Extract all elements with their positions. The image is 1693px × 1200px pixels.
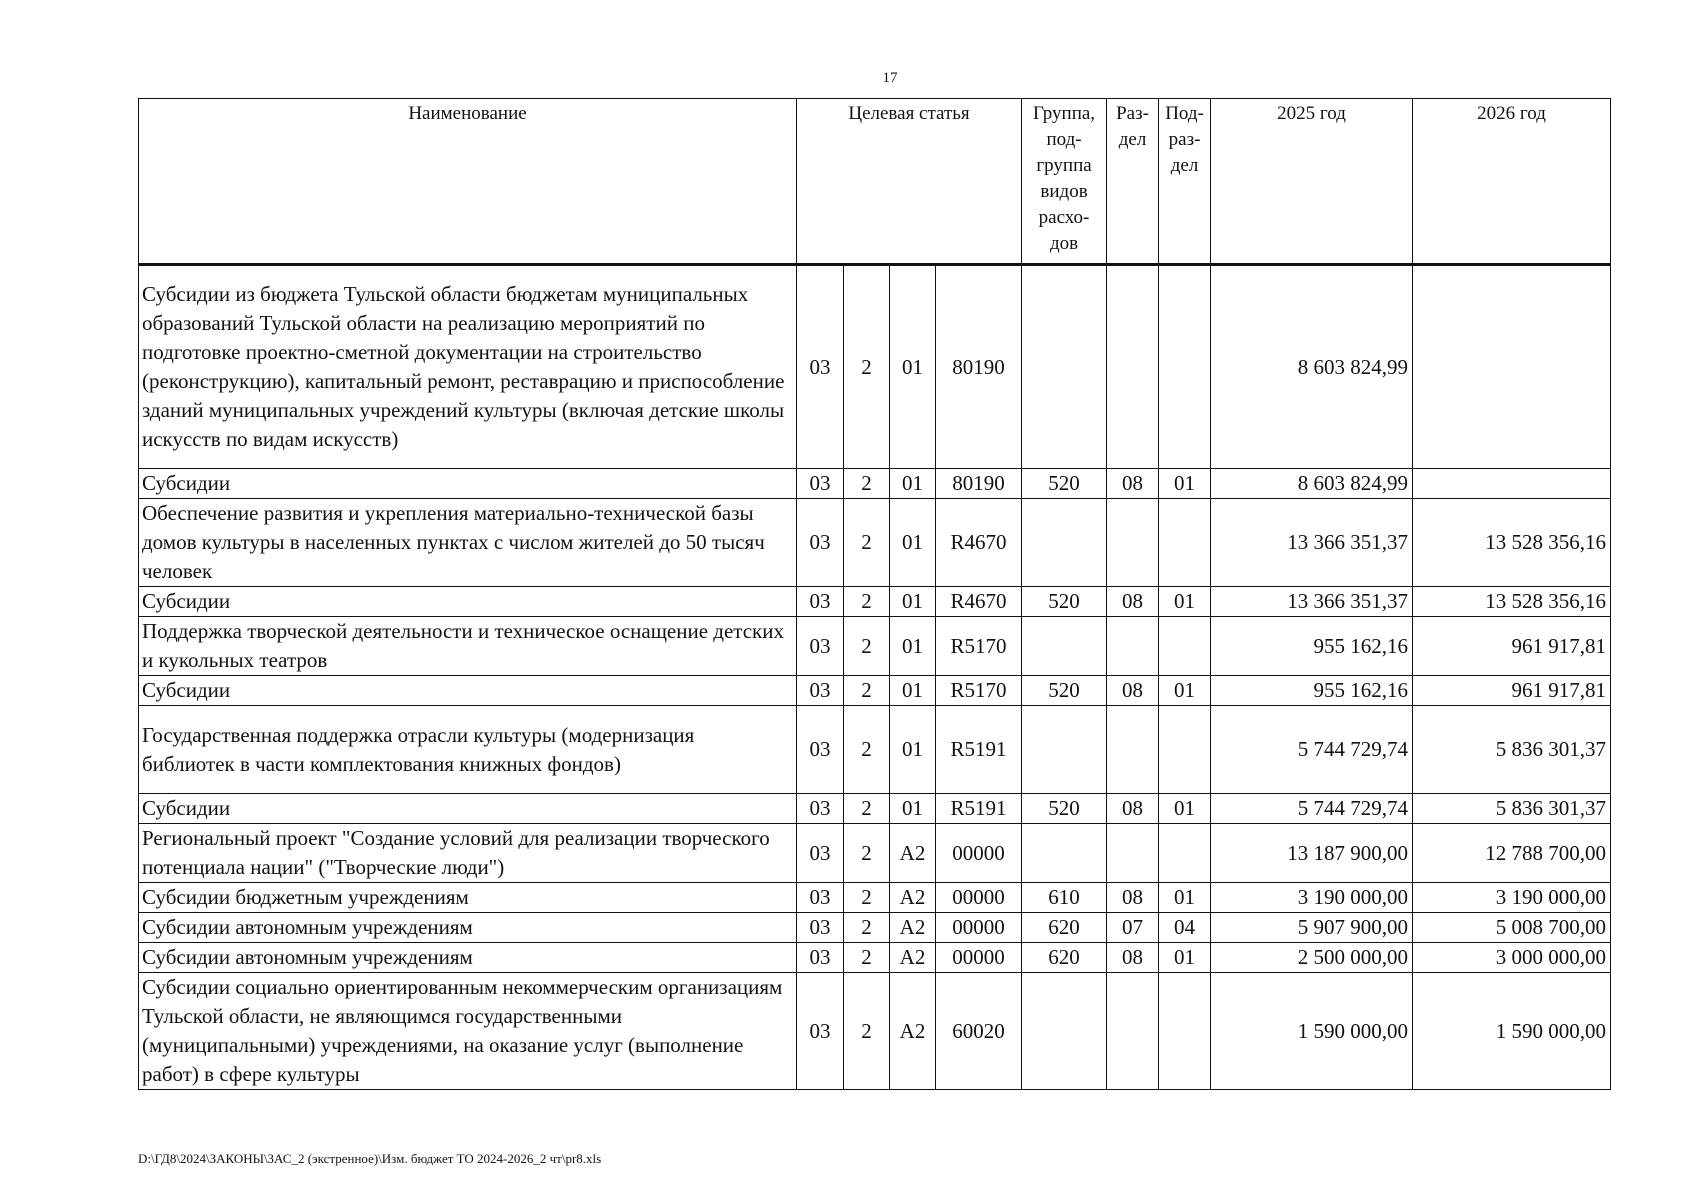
row-subsection: 01 <box>1159 794 1211 824</box>
row-section: 08 <box>1107 943 1159 973</box>
row-code-program: 03 <box>797 469 844 499</box>
row-name: Субсидии автономным учреждениям <box>139 943 797 973</box>
row-subsection <box>1159 824 1211 883</box>
row-code-program: 03 <box>797 913 844 943</box>
row-code-subprogram: 2 <box>844 265 890 469</box>
row-amount-2025: 8 603 824,99 <box>1211 265 1413 469</box>
row-code-subprogram: 2 <box>844 883 890 913</box>
row-group <box>1022 824 1107 883</box>
row-code-event: 01 <box>890 794 936 824</box>
row-amount-2025: 13 366 351,37 <box>1211 499 1413 587</box>
header-year-2026: 2026 год <box>1413 99 1611 265</box>
row-code-program: 03 <box>797 587 844 617</box>
row-code-program: 03 <box>797 499 844 587</box>
row-code-direction: R5170 <box>936 617 1022 676</box>
row-amount-2026: 5 836 301,37 <box>1413 794 1611 824</box>
table-row <box>139 617 1611 676</box>
header-name: Наименование <box>139 99 797 265</box>
row-code-direction: R5191 <box>936 706 1022 794</box>
table-row <box>139 499 1611 587</box>
table-row <box>139 973 1611 1090</box>
row-subsection <box>1159 265 1211 469</box>
row-code-event: 01 <box>890 587 936 617</box>
row-code-event: 01 <box>890 706 936 794</box>
row-code-program: 03 <box>797 676 844 706</box>
row-code-direction: R4670 <box>936 587 1022 617</box>
page-number: 17 <box>882 70 898 86</box>
row-code-direction: 80190 <box>936 469 1022 499</box>
row-code-direction: 00000 <box>936 913 1022 943</box>
row-subsection: 01 <box>1159 469 1211 499</box>
row-code-subprogram: 2 <box>844 587 890 617</box>
row-section: 08 <box>1107 469 1159 499</box>
table-row <box>139 469 1611 499</box>
row-amount-2026 <box>1413 469 1611 499</box>
row-name: Региональный проект "Создание условий для реализации творческого потенциала нации" ("Творческие люди") <box>139 824 797 883</box>
header-group: Группа, под- группа видов расхо- дов <box>1022 99 1107 265</box>
row-amount-2026: 3 000 000,00 <box>1413 943 1611 973</box>
row-name: Субсидии бюджетным учреждениям <box>139 883 797 913</box>
row-section: 08 <box>1107 883 1159 913</box>
row-subsection: 01 <box>1159 883 1211 913</box>
row-group <box>1022 973 1107 1090</box>
row-group <box>1022 499 1107 587</box>
row-name: Государственная поддержка отрасли культуры (модернизация библиотек в части комплектования книжных фондов) <box>139 706 797 794</box>
row-amount-2025: 955 162,16 <box>1211 676 1413 706</box>
row-name: Субсидии <box>139 587 797 617</box>
row-code-direction: 00000 <box>936 883 1022 913</box>
row-amount-2026: 961 917,81 <box>1413 676 1611 706</box>
row-code-program: 03 <box>797 794 844 824</box>
row-code-program: 03 <box>797 706 844 794</box>
table-row <box>139 794 1611 824</box>
row-code-program: 03 <box>797 943 844 973</box>
row-code-direction: 00000 <box>936 824 1022 883</box>
row-group: 520 <box>1022 794 1107 824</box>
row-amount-2025: 5 744 729,74 <box>1211 794 1413 824</box>
row-group: 620 <box>1022 943 1107 973</box>
row-group <box>1022 617 1107 676</box>
row-section <box>1107 499 1159 587</box>
row-code-subprogram: 2 <box>844 617 890 676</box>
row-code-direction: R5170 <box>936 676 1022 706</box>
row-code-subprogram: 2 <box>844 499 890 587</box>
table-row <box>139 943 1611 973</box>
row-code-direction: 80190 <box>936 265 1022 469</box>
row-section <box>1107 973 1159 1090</box>
row-group: 620 <box>1022 913 1107 943</box>
row-amount-2025: 13 187 900,00 <box>1211 824 1413 883</box>
row-code-event: A2 <box>890 973 936 1090</box>
row-amount-2025: 3 190 000,00 <box>1211 883 1413 913</box>
row-code-event: 01 <box>890 499 936 587</box>
row-subsection: 01 <box>1159 587 1211 617</box>
row-amount-2026: 12 788 700,00 <box>1413 824 1611 883</box>
row-code-event: A2 <box>890 943 936 973</box>
row-code-program: 03 <box>797 265 844 469</box>
row-subsection <box>1159 499 1211 587</box>
row-code-direction: 00000 <box>936 943 1022 973</box>
row-section <box>1107 617 1159 676</box>
row-code-event: 01 <box>890 676 936 706</box>
row-name: Субсидии <box>139 794 797 824</box>
row-code-subprogram: 2 <box>844 676 890 706</box>
row-name: Субсидии автономным учреждениям <box>139 913 797 943</box>
header-subsection: Под- раз- дел <box>1159 99 1211 265</box>
table-row <box>139 913 1611 943</box>
row-section: 07 <box>1107 913 1159 943</box>
row-code-program: 03 <box>797 824 844 883</box>
row-amount-2026 <box>1413 265 1611 469</box>
row-amount-2025: 13 366 351,37 <box>1211 587 1413 617</box>
row-section <box>1107 265 1159 469</box>
row-subsection: 04 <box>1159 913 1211 943</box>
row-name: Субсидии социально ориентированным некоммерческим организациям Тульской области, не являющимся государственными (муниципальными) учреждениями, на оказание услуг (выполнение работ) в сфере культуры <box>139 973 797 1090</box>
table-row <box>139 883 1611 913</box>
budget-table <box>138 98 1611 1090</box>
row-amount-2026: 5 008 700,00 <box>1413 913 1611 943</box>
header-year-2025: 2025 год <box>1211 99 1413 265</box>
header-target-article: Целевая статья <box>797 99 1022 265</box>
row-code-subprogram: 2 <box>844 913 890 943</box>
row-code-program: 03 <box>797 883 844 913</box>
row-code-direction: 60020 <box>936 973 1022 1090</box>
row-group <box>1022 265 1107 469</box>
row-code-subprogram: 2 <box>844 943 890 973</box>
row-subsection: 01 <box>1159 943 1211 973</box>
row-amount-2026: 3 190 000,00 <box>1413 883 1611 913</box>
row-code-event: A2 <box>890 824 936 883</box>
table-row <box>139 265 1611 469</box>
row-code-event: A2 <box>890 883 936 913</box>
row-code-subprogram: 2 <box>844 794 890 824</box>
row-code-subprogram: 2 <box>844 706 890 794</box>
row-amount-2026: 5 836 301,37 <box>1413 706 1611 794</box>
row-subsection <box>1159 973 1211 1090</box>
row-code-subprogram: 2 <box>844 824 890 883</box>
row-group: 520 <box>1022 587 1107 617</box>
row-code-program: 03 <box>797 617 844 676</box>
row-code-direction: R5191 <box>936 794 1022 824</box>
row-subsection <box>1159 706 1211 794</box>
row-section: 08 <box>1107 587 1159 617</box>
table-row <box>139 676 1611 706</box>
row-code-event: 01 <box>890 265 936 469</box>
row-name: Субсидии <box>139 676 797 706</box>
row-section <box>1107 706 1159 794</box>
row-code-event: A2 <box>890 913 936 943</box>
table-row <box>139 824 1611 883</box>
row-code-program: 03 <box>797 973 844 1090</box>
row-amount-2025: 8 603 824,99 <box>1211 469 1413 499</box>
row-section: 08 <box>1107 676 1159 706</box>
row-group: 520 <box>1022 676 1107 706</box>
row-amount-2026: 961 917,81 <box>1413 617 1611 676</box>
row-code-direction: R4670 <box>936 499 1022 587</box>
table-row <box>139 706 1611 794</box>
row-code-subprogram: 2 <box>844 469 890 499</box>
row-amount-2025: 955 162,16 <box>1211 617 1413 676</box>
row-amount-2025: 5 907 900,00 <box>1211 913 1413 943</box>
row-subsection: 01 <box>1159 676 1211 706</box>
row-subsection <box>1159 617 1211 676</box>
row-amount-2026: 13 528 356,16 <box>1413 499 1611 587</box>
row-code-subprogram: 2 <box>844 973 890 1090</box>
row-amount-2025: 2 500 000,00 <box>1211 943 1413 973</box>
row-amount-2026: 13 528 356,16 <box>1413 587 1611 617</box>
row-name: Обеспечение развития и укрепления материально-технической базы домов культуры в населенных пунктах с числом жителей до 50 тысяч человек <box>139 499 797 587</box>
row-group: 610 <box>1022 883 1107 913</box>
row-section: 08 <box>1107 794 1159 824</box>
row-code-event: 01 <box>890 617 936 676</box>
header-section: Раз- дел <box>1107 99 1159 265</box>
row-amount-2026: 1 590 000,00 <box>1413 973 1611 1090</box>
row-group <box>1022 706 1107 794</box>
row-amount-2025: 5 744 729,74 <box>1211 706 1413 794</box>
row-group: 520 <box>1022 469 1107 499</box>
footer-file-path: D:\ГД8\2024\ЗАКОНЫ\ЗАС_2 (экстренное)\Изм. бюджет ТО 2024-2026_2 чт\pr8.xls <box>138 1151 602 1166</box>
row-code-event: 01 <box>890 469 936 499</box>
row-section <box>1107 824 1159 883</box>
row-amount-2025: 1 590 000,00 <box>1211 973 1413 1090</box>
row-name: Субсидии из бюджета Тульской области бюджетам муниципальных образований Тульской области на реализацию мероприятий по подготовке проектно-сметной документации на строительство (реконструкцию), капитальный ремонт, реставрацию и приспособление зданий муниципальных учреждений культуры (включая детские школы искусств по видам искусств) <box>139 265 797 469</box>
row-name: Субсидии <box>139 469 797 499</box>
table-row <box>139 587 1611 617</box>
row-name: Поддержка творческой деятельности и техническое оснащение детских и кукольных театров <box>139 617 797 676</box>
